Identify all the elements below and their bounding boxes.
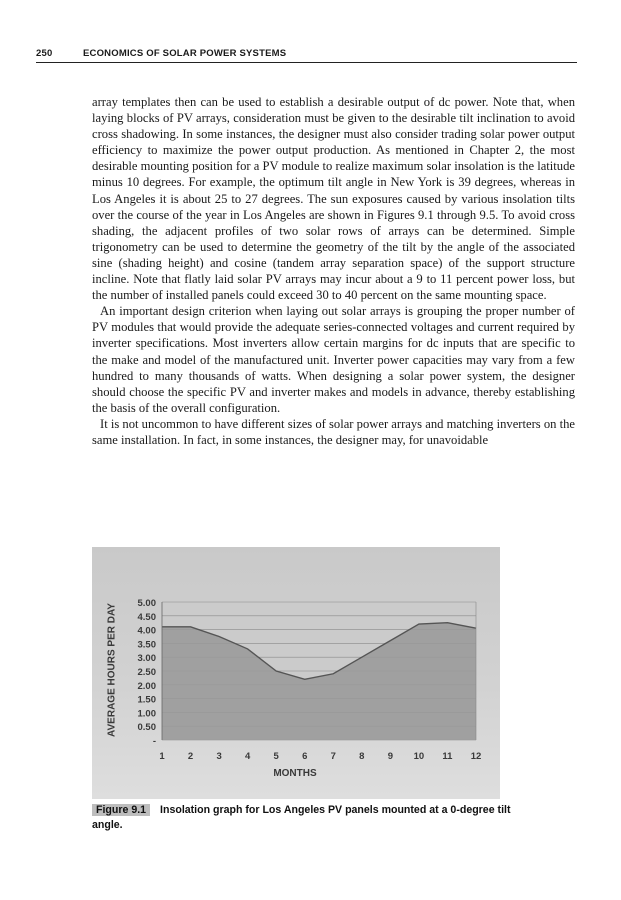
x-tick-label: 6 <box>302 751 308 762</box>
figure-caption-text: Insolation graph for Los Angeles PV panels mounted at a 0-degree tilt angle. <box>92 804 511 831</box>
y-tick-label: - <box>152 736 156 747</box>
paragraph: array templates then can be used to establish a desirable output of dc power. Note that, when laying blocks of PV arrays, consideration must be given to the desirable tilt inclination to avoid cross shadowing. In some instances, the designer must also consider trading solar power output efficiency to maximize the power output production. As mentioned in Chapter 2, the most desirable mounting position for a PV module to realize maximum solar insolation is the latitude minus 10 degrees. For example, the optimum tilt angle in New York is 39 degrees, whereas in Los Angeles it is about 25 to 27 degrees. The sun exposures caused by various insolation tilts over the course of the year in Los Angeles are shown in Figures 9.1 through 9.5. To avoid cross shading, the adjacent profiles of two solar rows of arrays can be determined. Simple trigonometry can be used to determine the geometry of the tilt by the angle of the associated sine (shading height) and cosine (tandem array separation space) of the support structure incline. Note that flatly laid solar PV arrays may incur about a 9 to 11 percent power loss, but the number of installed panels could exceed 30 to 40 percent on the same mounting space. <box>92 95 575 303</box>
chart-x-axis-label: MONTHS <box>273 768 317 779</box>
x-tick-label: 8 <box>359 751 365 762</box>
x-tick-label: 1 <box>159 751 165 762</box>
x-tick-label: 7 <box>330 751 336 762</box>
paragraph: It is not uncommon to have different sizes of solar power arrays and matching inverters on the same installation. In fact, in some instances, the designer may, for unavoidable <box>92 416 575 447</box>
insolation-chart <box>92 547 500 799</box>
x-tick-label: 10 <box>413 751 425 762</box>
y-tick-label: 1.50 <box>137 694 156 706</box>
insolation-figure <box>92 547 500 799</box>
y-tick-label: 0.50 <box>137 722 156 734</box>
running-header <box>36 48 577 63</box>
x-tick-label: 4 <box>244 751 251 762</box>
x-tick-label: 3 <box>216 751 222 762</box>
chart-y-axis-label: AVERAGE HOURS PER DAY <box>106 603 118 737</box>
paragraph: An important design criterion when laying out solar arrays is grouping the proper number of PV modules that would provide the adequate series-connected voltages and current required by inverter specifications. Most inverters allow certain margins for dc inputs that are specific to the make and model of the manufactured unit. Inverter power capacities may vary from a few hundred to many thousands of watts. When designing a solar power system, the designer should choose the specific PV and inverter makes and models in advance, thereby establishing the basis of the overall configuration. <box>92 304 575 415</box>
y-tick-label: 4.00 <box>137 625 156 637</box>
body-text <box>92 94 575 448</box>
y-tick-label: 5.00 <box>137 598 156 609</box>
x-tick-label: 11 <box>442 751 453 762</box>
figure-label: Figure 9.1 <box>92 804 150 816</box>
figure-caption <box>92 803 532 833</box>
x-tick-label: 2 <box>187 751 194 762</box>
y-tick-label: 3.50 <box>137 639 156 651</box>
x-tick-label: 9 <box>387 751 394 762</box>
y-tick-label: 2.50 <box>137 667 156 678</box>
y-tick-label: 2.00 <box>137 680 156 692</box>
running-title: ECONOMICS OF SOLAR POWER SYSTEMS <box>83 48 287 59</box>
y-tick-label: 1.00 <box>137 708 156 720</box>
x-tick-label: 12 <box>470 751 482 762</box>
page-number: 250 <box>36 48 53 59</box>
y-tick-label: 4.50 <box>137 611 156 623</box>
x-tick-label: 5 <box>273 751 279 762</box>
y-tick-label: 3.00 <box>137 653 156 665</box>
